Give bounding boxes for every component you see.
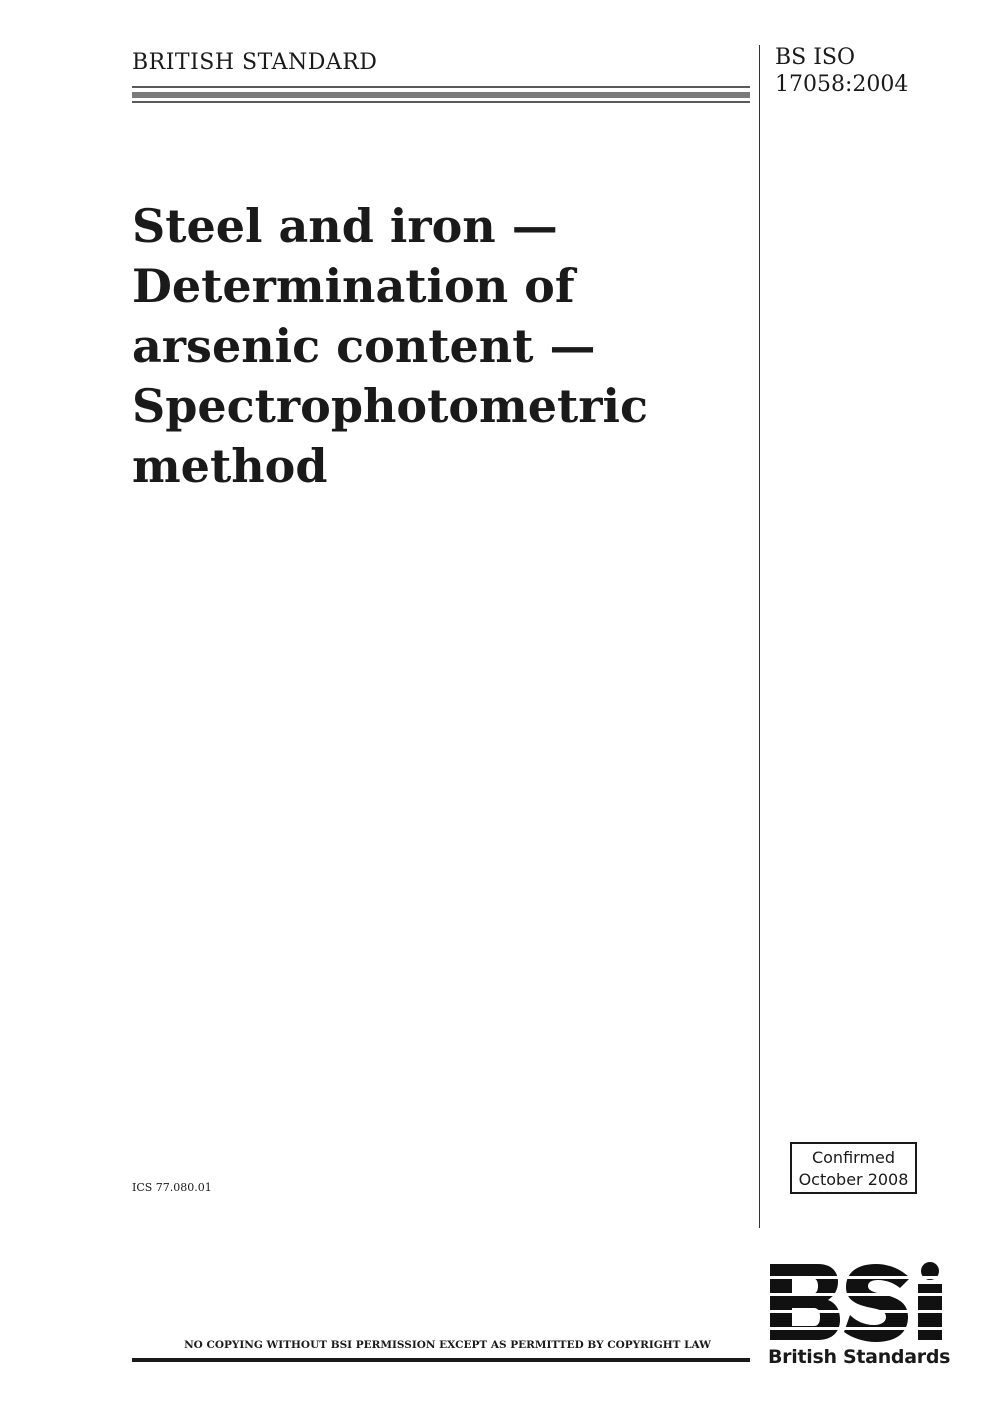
header-rule-thick <box>132 92 750 98</box>
title-line: Determination of <box>132 259 575 313</box>
series-label: BRITISH STANDARD <box>132 50 378 75</box>
confirmed-date: October 2008 <box>798 1170 909 1189</box>
document-number-line1: BS ISO <box>775 45 856 70</box>
header-rule-bottom <box>132 101 750 103</box>
title-line: arsenic content — <box>132 319 596 373</box>
ics-code: ICS 77.080.01 <box>132 1181 212 1194</box>
header-rule-top <box>132 86 750 88</box>
confirmed-stamp <box>790 1142 917 1194</box>
title-line: Spectrophotometric <box>132 379 648 433</box>
logo-caption: British Standards <box>768 1346 951 1368</box>
bsi-logo-icon <box>768 1262 944 1342</box>
document-number <box>775 44 908 98</box>
confirmed-label: Confirmed <box>811 1148 896 1167</box>
vertical-divider <box>759 45 760 1228</box>
document-title <box>132 196 742 496</box>
copyright-notice: NO COPYING WITHOUT BSI PERMISSION EXCEPT AS PERMITTED BY COPYRIGHT LAW <box>184 1339 711 1351</box>
footer-rule <box>132 1358 750 1362</box>
document-number-line2: 17058:2004 <box>775 72 909 97</box>
title-line: Steel and iron — <box>132 199 558 253</box>
title-line: method <box>132 439 328 493</box>
